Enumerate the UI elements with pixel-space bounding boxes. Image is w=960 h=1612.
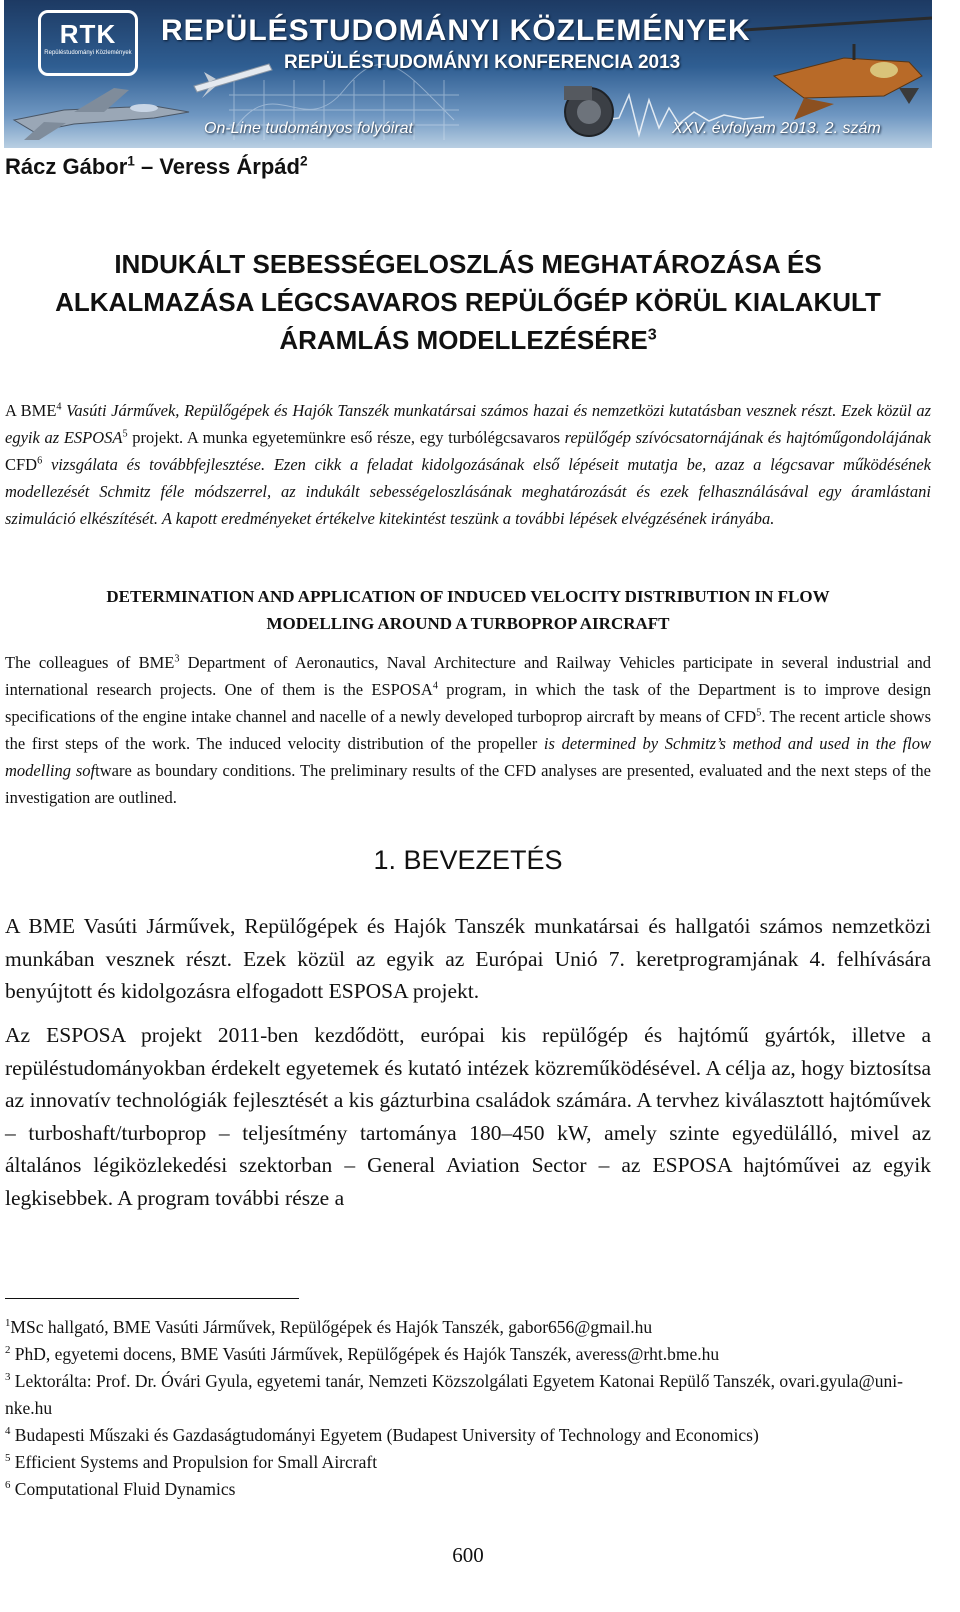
footnote-text: Budapesti Műszaki és Gazdaságtudományi Egyetem (Budapest University of Technology and Economics) xyxy=(10,1425,759,1445)
abstract-text: The colleagues of BME xyxy=(5,653,175,672)
author-name: Rácz Gábor xyxy=(5,154,128,179)
body-paragraph: A BME Vasúti Járművek, Repülőgépek és Hajók Tanszék munkatársai és hallgatói számos nemzetközi munkában vesznek részt. Ezek közül az egyik az Európai Unió 7. keretprogramjának 4. felhívására benyújtott és kidolgozásra elfogadott ESPOSA projekt. xyxy=(5,914,931,1003)
title-line xyxy=(0,321,936,359)
helicopter-illustration xyxy=(744,18,932,120)
rtk-logo xyxy=(38,10,138,76)
footnote-text: MSc hallgató, BME Vasúti Járművek, Repülőgépek és Hajók Tanszék, gabor656@gmail.hu xyxy=(10,1317,653,1337)
footnote-ref: 6 xyxy=(37,455,43,467)
conference-title: REPÜLÉSTUDOMÁNYI KONFERENCIA 2013 xyxy=(284,52,681,73)
english-title-line: MODELLING AROUND A TURBOPROP AIRCRAFT xyxy=(266,614,670,633)
author-line xyxy=(5,154,308,180)
footnote-text: Computational Fluid Dynamics xyxy=(10,1479,236,1499)
author-name: Veress Árpád xyxy=(159,154,300,179)
issue-label: XXV. évfolyam 2013. 2. szám xyxy=(672,120,881,137)
footnote-item xyxy=(5,1449,931,1476)
footnote-number: 4 xyxy=(5,1425,11,1438)
journal-banner xyxy=(4,0,932,148)
paper-title xyxy=(0,245,936,359)
jet-fighter-illustration xyxy=(14,88,189,140)
online-journal-label: On-Line tudományos folyóirat xyxy=(204,120,413,137)
title-line: ALKALMAZÁSA LÉGCSAVAROS REPÜLŐGÉP KÖRÜL KIALAKULT xyxy=(55,287,881,317)
footnote-text: PhD, egyetemi docens, BME Vasúti Járművek, Repülőgépek és Hajók Tanszék, averess@rht.bme.hu xyxy=(10,1344,720,1364)
footnote-item xyxy=(5,1368,931,1422)
abstract-text: A BME xyxy=(5,401,57,420)
abstract-english xyxy=(5,649,931,811)
abstract-text: program, in which the task of the Department is to improve design specifications of the engine intake channel and nacelle of a newly developed turboprop aircraft by means of CFD xyxy=(5,680,931,726)
abstract-text: tware as boundary conditions. The preliminary results of the CFD analyses are presented, evaluated and the next steps of the investigation are outlined. xyxy=(5,761,932,807)
footnote-ref: 5 xyxy=(122,428,128,440)
abstract-text: is determined by Schmitz’s method and used in the flow modelling sof xyxy=(5,734,931,780)
footnote-number: 6 xyxy=(5,1479,11,1492)
body-paragraph: Az ESPOSA projekt 2011-ben kezdődött, európai kis repülőgép és hajtómű gyártók, illetve a repüléstudományokban érdekelt egyetemek és kutató intézek közreműködésével. A célja az, hogy biztosítsa az innovatív technológiák fejlesztését a kis gázturbina családok számára. A tervhez kiválasztott hajtóművek – turboshaft/turboprop – teljesítmény tartománya 180–450 kW, amely szinte egyedülálló, mivel az általános légiközlekedési szektorban – General Aviation Sector – az ESPOSA hajtóművei az egyik legkisebbek. A program további része a xyxy=(5,1023,931,1210)
abstract-text: Vasúti Járművek, Repülőgépek és Hajók Tanszék munkatársai számos hazai és nemzetközi kutatásban vesznek részt. Ezek közül az egyik az ESPOSA xyxy=(5,401,931,447)
footnote-number: 1 xyxy=(5,1317,11,1330)
abstract-text: CFD xyxy=(5,455,38,474)
footnote-ref: 4 xyxy=(56,401,62,413)
logo-text: RTK xyxy=(59,19,117,49)
footnote-ref: 4 xyxy=(432,680,438,692)
footnote-ref: 3 xyxy=(647,325,657,344)
footnote-item xyxy=(5,1422,931,1449)
footnote-ref: 5 xyxy=(756,707,762,719)
missile-illustration xyxy=(194,64,272,98)
english-title xyxy=(0,583,936,637)
footnote-item xyxy=(5,1476,931,1503)
footnote-list xyxy=(5,1314,931,1503)
abstract-text: Department of Aeronautics, Naval Architecture and Railway Vehicles participate in several industrial and international research projects. One of them is the ESPOSA xyxy=(5,653,931,699)
footnote-item xyxy=(5,1314,931,1341)
footnote-item xyxy=(5,1341,931,1368)
author-separator: – xyxy=(134,154,160,179)
abstract-text: repülőgép szívócsatornájának és hajtóműgondolájának xyxy=(564,428,931,447)
abstract-hungarian xyxy=(5,397,931,532)
logo-subtext: Repüléstudományi Közlemények xyxy=(44,50,132,56)
abstract-text: . The recent article shows the first steps of the work. The induced velocity distribution of the propeller xyxy=(5,707,931,753)
page-number: 600 xyxy=(452,1543,484,1567)
footnote-text: Lektorálta: Prof. Dr. Óvári Gyula, egyetemi tanár, Nemzeti Közszolgálati Egyetem Katonai Repülő Tanszék, ovari.gyula@uni-nke.hu xyxy=(5,1371,903,1418)
footnote-ref: 2 xyxy=(299,153,308,169)
english-title-line: DETERMINATION AND APPLICATION OF INDUCED VELOCITY DISTRIBUTION IN FLOW xyxy=(106,587,830,606)
footnote-text: Efficient Systems and Propulsion for Small Aircraft xyxy=(10,1452,378,1472)
section-heading: 1. BEVEZETÉS xyxy=(373,845,563,875)
footnote-ref: 1 xyxy=(127,153,135,169)
footnote-number: 2 xyxy=(5,1344,11,1357)
engine-illustration xyxy=(564,86,613,136)
footnote-divider xyxy=(5,1298,299,1299)
abstract-text: vizsgálata és továbbfejlesztése. Ezen cikk a feladat kidolgozásának első lépéseit mutatja be, azaz a légcsavar működésének modellezését Schmitz féle módszerrel, az indukált sebességeloszlásának meghatározását és ezek felhasználásával egy áramlástani szimuláció elkészítését. A kapott eredményeket értékelve kitekintést teszünk a további lépések elvégzésének irányába. xyxy=(5,455,931,528)
footnote-ref: 3 xyxy=(174,653,180,665)
title-line: INDUKÁLT SEBESSÉGELOSZLÁS MEGHATÁROZÁSA ÉS xyxy=(114,249,822,279)
abstract-text: projekt. A munka egyetemünkre eső része, egy turbólégcsavaros xyxy=(127,428,565,447)
title-line-text: ÁRAMLÁS MODELLEZÉSÉRE xyxy=(279,325,648,355)
footnote-number: 3 xyxy=(5,1371,11,1384)
journal-title: REPÜLÉSTUDOMÁNYI KÖZLEMÉNYEK xyxy=(161,14,751,47)
footnote-number: 5 xyxy=(5,1452,11,1465)
